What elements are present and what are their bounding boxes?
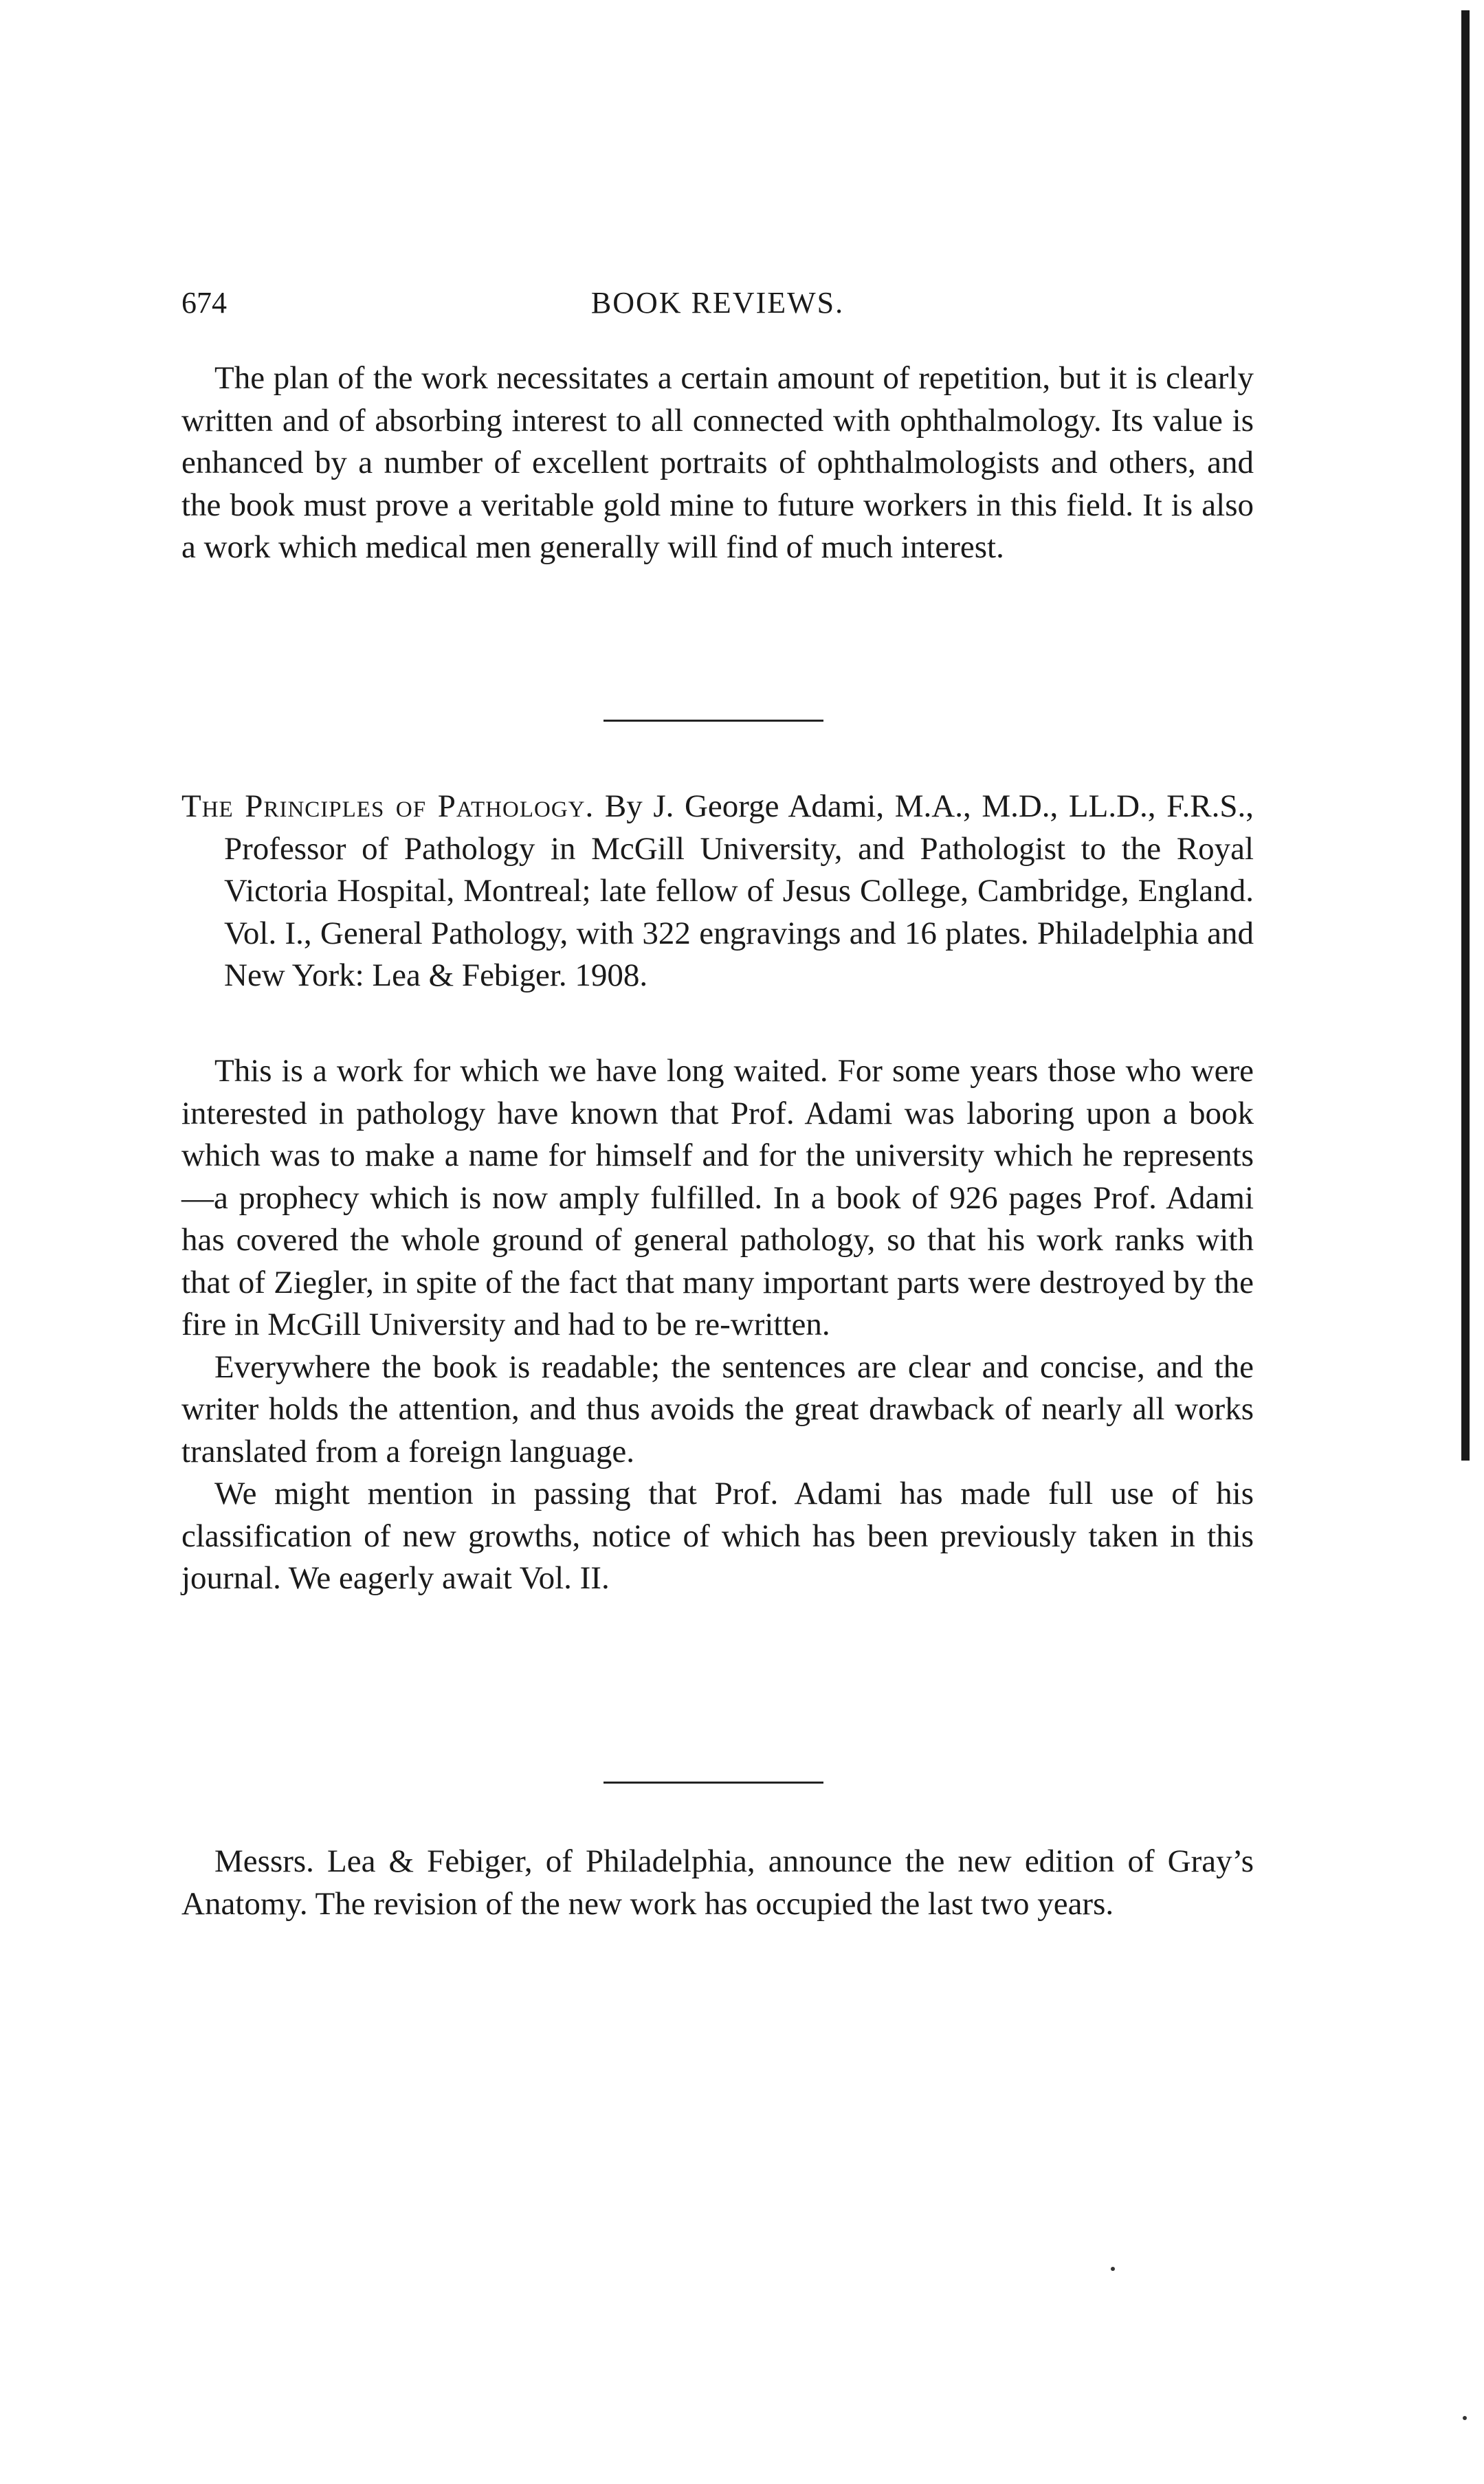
scan-speck <box>1463 2416 1467 2420</box>
section-divider <box>603 720 823 722</box>
scan-speck <box>1111 2267 1115 2271</box>
page-number: 674 <box>181 286 227 320</box>
intro-paragraph-block <box>181 357 1254 569</box>
review-paragraph: Everywhere the book is readable; the sentences are clear and concise, and the writer holds the attention, and thus avoids the great drawback of nearly all works translated from a foreign language. <box>181 1349 1254 1470</box>
running-title: BOOK REVIEWS. <box>590 286 845 320</box>
review-citation <box>181 786 1254 997</box>
paragraph: The plan of the work necessitates a certain amount of repetition, but it is clearly written and of absorbing interest to all connected with ophthalmology. Its value is enhanced by a number of excellent portraits of ophthalmologists and others, and the book must prove a veritable gold mine to future workers in this field. It is also a work which medical men generally will find of much interest. <box>181 360 1254 565</box>
page-header <box>181 285 1254 333</box>
review-citation-text: By J. George Adami, M.A., M.D., LL.D., F.R.S., Professor of Pathology in McGill University, and Pathologist to the Royal Victoria Hospital, Montreal; late fellow of Jesus College, Cambridge, England. Vol. I., General Pathology, with 322 engravings and 16 plates. Philadelphia and New York: Lea & Febiger. 1908. <box>224 788 1254 993</box>
review-paragraph: This is a work for which we have long waited. For some years those who were interested in pathology have known that Prof. Adami was laboring upon a book which was to make a name for himself and for the university which he represents—a prophecy which is now amply fulfilled. In a book of 926 pages Prof. Adami has covered the whole ground of general pathology, so that his work ranks with that of Ziegler, in spite of the fact that many important parts were destroyed by the fire in McGill University and had to be re-written. <box>181 1053 1254 1342</box>
review-title: The Principles of Pathology. <box>181 788 595 824</box>
review-paragraph: We might mention in passing that Prof. Adami has made full use of his classification of new growths, notice of which has been previously taken in this journal. We eagerly await Vol. II. <box>181 1476 1254 1596</box>
announcement-block <box>181 1841 1254 1925</box>
review-body <box>181 1050 1254 1600</box>
scan-edge-shadow <box>1461 10 1470 1461</box>
announcement-paragraph: Messrs. Lea & Febiger, of Philadelphia, announce the new edition of Gray’s Anatomy. The revision of the new work has occupied the last two years. <box>181 1843 1254 1922</box>
section-divider <box>603 1782 823 1784</box>
